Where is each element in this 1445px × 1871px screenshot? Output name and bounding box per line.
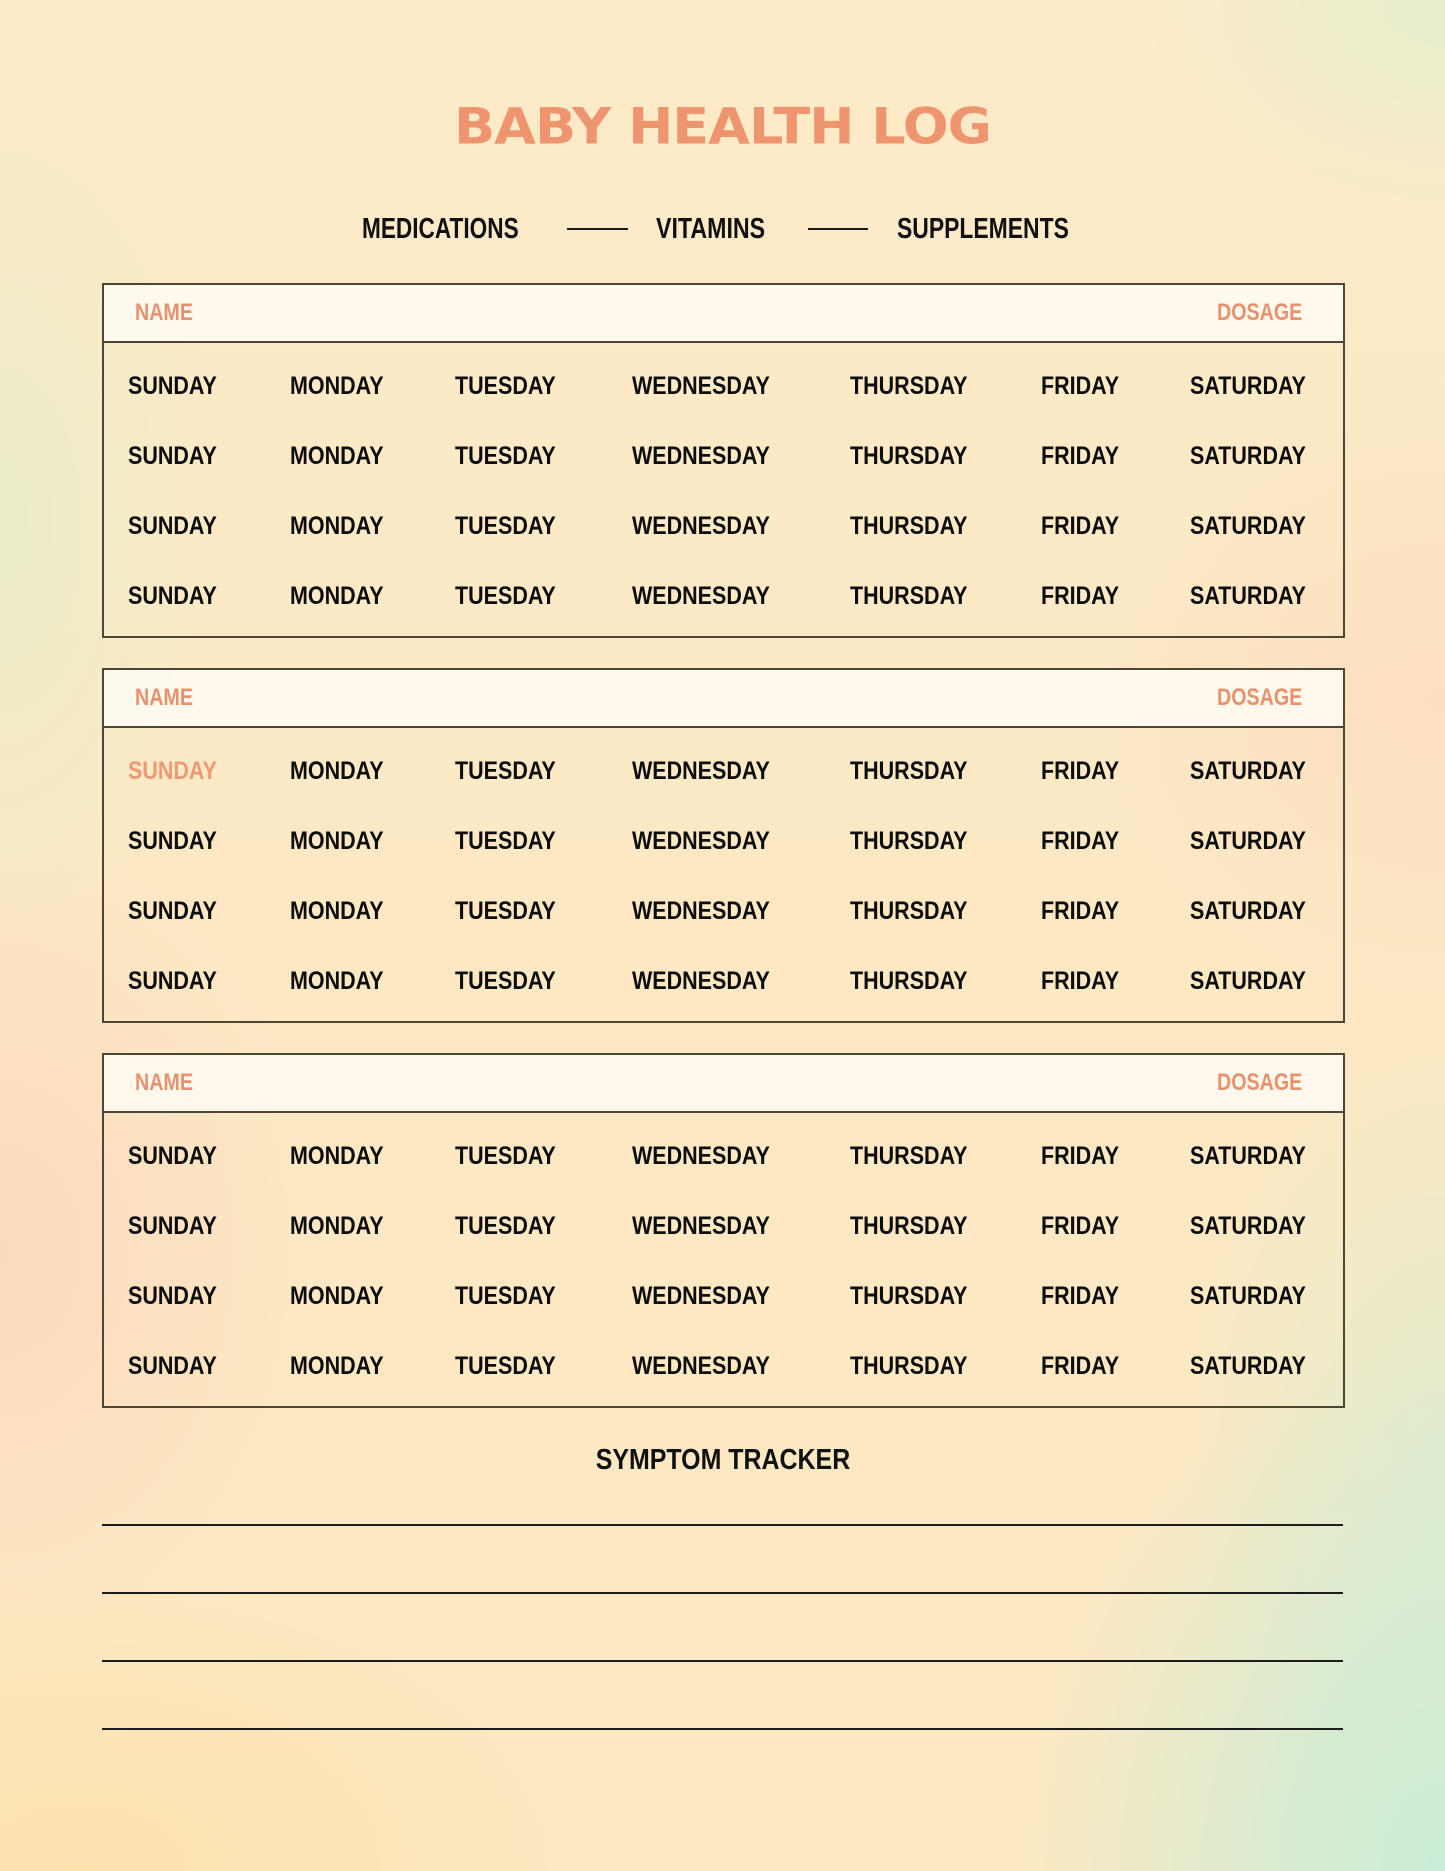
- symptom-writing-line[interactable]: [102, 1728, 1343, 1730]
- day-friday[interactable]: FRIDAY: [1041, 967, 1120, 995]
- day-tuesday[interactable]: TUESDAY: [455, 757, 556, 785]
- day-row: [104, 436, 1343, 476]
- symptom-writing-line[interactable]: [102, 1524, 1343, 1526]
- day-tuesday[interactable]: TUESDAY: [455, 897, 556, 925]
- day-wednesday[interactable]: WEDNESDAY: [632, 512, 770, 540]
- day-row: [104, 821, 1343, 861]
- log-header: [104, 285, 1343, 343]
- day-sunday[interactable]: SUNDAY: [128, 1352, 217, 1380]
- day-thursday[interactable]: THURSDAY: [850, 827, 968, 855]
- subtitle-vitamins: VITAMINS: [656, 213, 766, 245]
- page-title: BABY HEALTH LOG: [454, 97, 991, 156]
- day-tuesday[interactable]: TUESDAY: [455, 442, 556, 470]
- day-thursday[interactable]: THURSDAY: [850, 897, 968, 925]
- day-wednesday[interactable]: WEDNESDAY: [632, 372, 770, 400]
- day-tuesday[interactable]: TUESDAY: [455, 967, 556, 995]
- dosage-field-label[interactable]: DOSAGE: [1217, 1069, 1303, 1096]
- subtitle-separator: [567, 228, 628, 230]
- day-thursday[interactable]: THURSDAY: [850, 1212, 968, 1240]
- day-wednesday[interactable]: WEDNESDAY: [632, 1212, 770, 1240]
- day-row: [104, 961, 1343, 1001]
- day-thursday[interactable]: THURSDAY: [850, 967, 968, 995]
- day-wednesday[interactable]: WEDNESDAY: [632, 967, 770, 995]
- day-row: [104, 576, 1343, 616]
- day-friday[interactable]: FRIDAY: [1041, 1142, 1120, 1170]
- symptom-tracker-title: [0, 1440, 1445, 1480]
- day-sunday[interactable]: SUNDAY: [128, 897, 217, 925]
- day-monday[interactable]: MONDAY: [290, 827, 384, 855]
- dosage-field-label[interactable]: DOSAGE: [1217, 684, 1303, 711]
- symptom-tracker-title-text: SYMPTOM TRACKER: [595, 1444, 850, 1476]
- day-row: [104, 506, 1343, 546]
- day-friday[interactable]: FRIDAY: [1041, 1282, 1120, 1310]
- medication-log-3: [102, 1053, 1345, 1408]
- day-monday[interactable]: MONDAY: [290, 967, 384, 995]
- day-saturday[interactable]: SATURDAY: [1190, 897, 1306, 925]
- day-sunday[interactable]: SUNDAY: [128, 827, 217, 855]
- day-row: [104, 1276, 1343, 1316]
- day-monday[interactable]: MONDAY: [290, 1212, 384, 1240]
- day-sunday[interactable]: SUNDAY: [128, 582, 217, 610]
- day-row: [104, 891, 1343, 931]
- day-sunday[interactable]: SUNDAY: [128, 512, 217, 540]
- day-friday[interactable]: FRIDAY: [1041, 512, 1120, 540]
- day-sunday-highlighted[interactable]: SUNDAY: [128, 757, 217, 785]
- dosage-field-label[interactable]: DOSAGE: [1217, 299, 1303, 326]
- day-thursday[interactable]: THURSDAY: [850, 1352, 968, 1380]
- day-monday[interactable]: MONDAY: [290, 582, 384, 610]
- day-monday[interactable]: MONDAY: [290, 372, 384, 400]
- day-tuesday[interactable]: TUESDAY: [455, 1142, 556, 1170]
- day-wednesday[interactable]: WEDNESDAY: [632, 442, 770, 470]
- day-monday[interactable]: MONDAY: [290, 512, 384, 540]
- day-monday[interactable]: MONDAY: [290, 442, 384, 470]
- day-wednesday[interactable]: WEDNESDAY: [632, 1142, 770, 1170]
- day-sunday[interactable]: SUNDAY: [128, 442, 217, 470]
- day-tuesday[interactable]: TUESDAY: [455, 1212, 556, 1240]
- day-sunday[interactable]: SUNDAY: [128, 1212, 217, 1240]
- medication-log-2: [102, 668, 1345, 1023]
- day-saturday[interactable]: SATURDAY: [1190, 1352, 1306, 1380]
- day-friday[interactable]: FRIDAY: [1041, 372, 1120, 400]
- day-row: [104, 1136, 1343, 1176]
- day-saturday[interactable]: SATURDAY: [1190, 442, 1306, 470]
- day-tuesday[interactable]: TUESDAY: [455, 372, 556, 400]
- symptom-writing-line[interactable]: [102, 1592, 1343, 1594]
- name-field-label[interactable]: NAME: [135, 299, 193, 326]
- day-thursday[interactable]: THURSDAY: [850, 1142, 968, 1170]
- day-tuesday[interactable]: TUESDAY: [455, 512, 556, 540]
- day-tuesday[interactable]: TUESDAY: [455, 1352, 556, 1380]
- day-monday[interactable]: MONDAY: [290, 757, 384, 785]
- day-sunday[interactable]: SUNDAY: [128, 967, 217, 995]
- day-saturday[interactable]: SATURDAY: [1190, 1142, 1306, 1170]
- day-thursday[interactable]: THURSDAY: [850, 582, 968, 610]
- day-saturday[interactable]: SATURDAY: [1190, 512, 1306, 540]
- name-field-label[interactable]: NAME: [135, 1069, 193, 1096]
- day-friday[interactable]: FRIDAY: [1041, 442, 1120, 470]
- day-row: [104, 751, 1343, 791]
- medication-log-1: [102, 283, 1345, 638]
- day-thursday[interactable]: THURSDAY: [850, 757, 968, 785]
- day-sunday[interactable]: SUNDAY: [128, 372, 217, 400]
- day-monday[interactable]: MONDAY: [290, 1352, 384, 1380]
- subtitle-supplements: SUPPLEMENTS: [897, 213, 1069, 245]
- subtitle-medications: MEDICATIONS: [362, 213, 519, 245]
- day-monday[interactable]: MONDAY: [290, 1142, 384, 1170]
- day-friday[interactable]: FRIDAY: [1041, 897, 1120, 925]
- day-row: [104, 1346, 1343, 1386]
- day-saturday[interactable]: SATURDAY: [1190, 827, 1306, 855]
- day-monday[interactable]: MONDAY: [290, 1282, 384, 1310]
- day-wednesday[interactable]: WEDNESDAY: [632, 1352, 770, 1380]
- day-saturday[interactable]: SATURDAY: [1190, 757, 1306, 785]
- day-sunday[interactable]: SUNDAY: [128, 1142, 217, 1170]
- subtitle-separator: [808, 228, 868, 230]
- day-wednesday[interactable]: WEDNESDAY: [632, 897, 770, 925]
- day-wednesday[interactable]: WEDNESDAY: [632, 1282, 770, 1310]
- day-thursday[interactable]: THURSDAY: [850, 442, 968, 470]
- day-tuesday[interactable]: TUESDAY: [455, 1282, 556, 1310]
- day-friday[interactable]: FRIDAY: [1041, 582, 1120, 610]
- day-row: [104, 366, 1343, 406]
- symptom-writing-line[interactable]: [102, 1660, 1343, 1662]
- day-tuesday[interactable]: TUESDAY: [455, 582, 556, 610]
- day-saturday[interactable]: SATURDAY: [1190, 1212, 1306, 1240]
- day-monday[interactable]: MONDAY: [290, 897, 384, 925]
- day-friday[interactable]: FRIDAY: [1041, 1352, 1120, 1380]
- day-thursday[interactable]: THURSDAY: [850, 372, 968, 400]
- log-header: [104, 670, 1343, 728]
- day-saturday[interactable]: SATURDAY: [1190, 372, 1306, 400]
- day-row: [104, 1206, 1343, 1246]
- day-friday[interactable]: FRIDAY: [1041, 757, 1120, 785]
- day-saturday[interactable]: SATURDAY: [1190, 582, 1306, 610]
- day-saturday[interactable]: SATURDAY: [1190, 1282, 1306, 1310]
- day-wednesday[interactable]: WEDNESDAY: [632, 582, 770, 610]
- day-saturday[interactable]: SATURDAY: [1190, 967, 1306, 995]
- name-field-label[interactable]: NAME: [135, 684, 193, 711]
- log-header: [104, 1055, 1343, 1113]
- day-wednesday[interactable]: WEDNESDAY: [632, 827, 770, 855]
- day-tuesday[interactable]: TUESDAY: [455, 827, 556, 855]
- day-wednesday[interactable]: WEDNESDAY: [632, 757, 770, 785]
- day-thursday[interactable]: THURSDAY: [850, 1282, 968, 1310]
- day-friday[interactable]: FRIDAY: [1041, 827, 1120, 855]
- day-thursday[interactable]: THURSDAY: [850, 512, 968, 540]
- day-friday[interactable]: FRIDAY: [1041, 1212, 1120, 1240]
- day-sunday[interactable]: SUNDAY: [128, 1282, 217, 1310]
